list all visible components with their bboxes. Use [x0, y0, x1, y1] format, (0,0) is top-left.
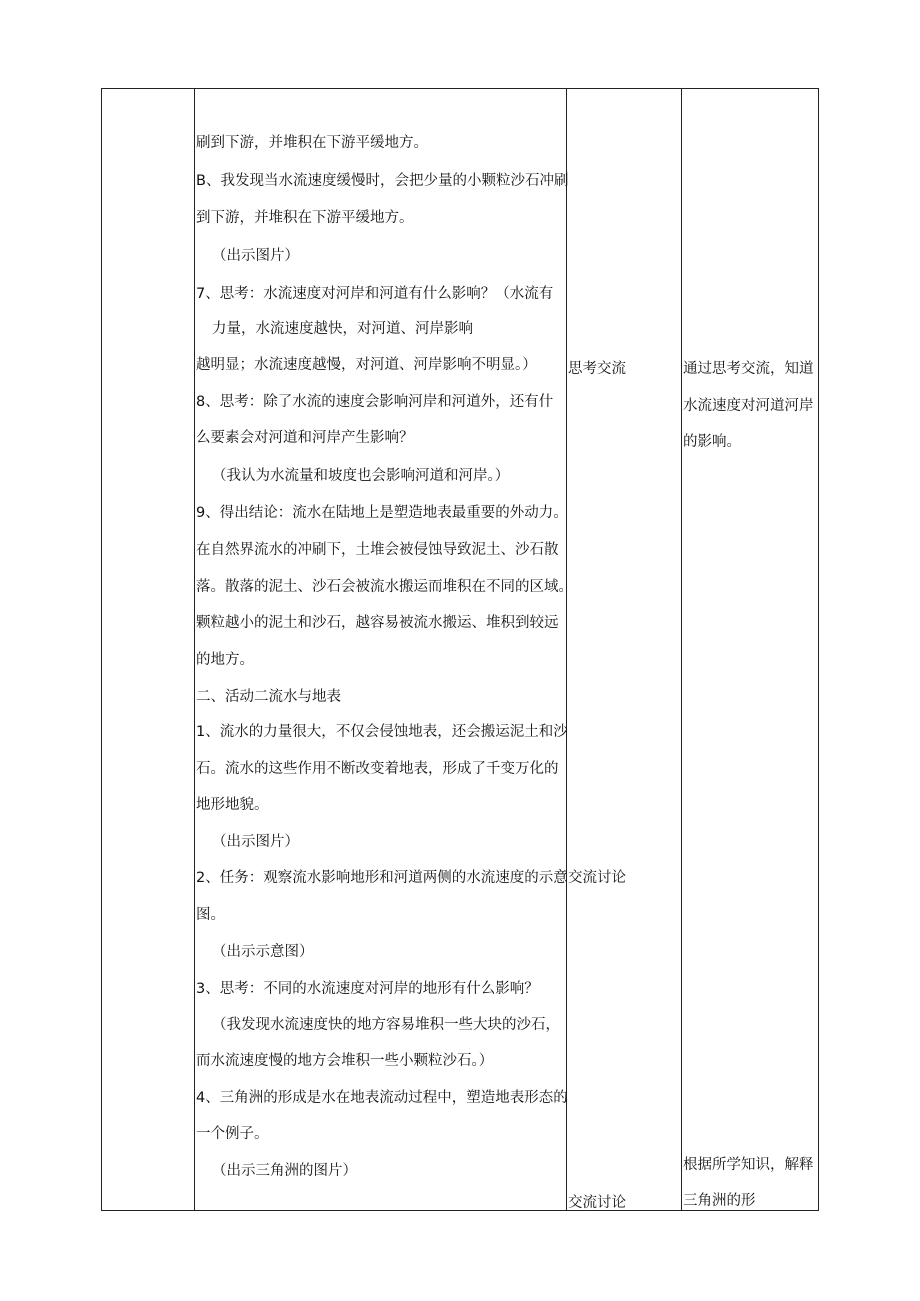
lesson-plan-table [101, 88, 819, 1211]
process-text-line: 4、三角洲的形成是水在地表流动过程中，塑造地表形态的 [196, 1090, 568, 1106]
process-text-line: 颗粒越小的泥土和沙石，越容易被流水搬运、堆积到较远 [196, 615, 559, 631]
process-text-line: （出示图片） [212, 834, 299, 850]
process-text-line: 的地方。 [196, 652, 254, 668]
intent-text-line: 的影响。 [683, 434, 741, 450]
intent-text-line: 通过思考交流，知道 [683, 361, 814, 377]
process-text-line: 落。散落的泥土、沙石会被流水搬运而堆积在不同的区域。 [196, 579, 573, 595]
process-text-line: （出示示意图） [212, 944, 314, 960]
process-text-line: 么要素会对河道和河岸产生影响？ [196, 430, 414, 446]
activity-text: 交流讨论 [568, 1195, 626, 1211]
process-text-line: 越明显；水流速度越慢，对河道、河岸影响不明显。） [196, 357, 537, 373]
process-text-line: 地形地貌。 [196, 797, 269, 813]
process-text-line: 图。 [196, 907, 225, 923]
process-text-line: 一个例子。 [196, 1126, 269, 1142]
process-text-line: 二、活动二流水与地表 [196, 689, 341, 705]
column-divider [681, 89, 682, 1210]
process-text-line: 3、思考：不同的水流速度对河岸的地形有什么影响？ [196, 981, 539, 997]
activity-text: 思考交流 [568, 361, 626, 377]
activity-text: 交流讨论 [568, 870, 626, 886]
column-divider [194, 89, 195, 1210]
process-text-line: 2、任务：观察流水影响地形和河道两侧的水流速度的示意 [196, 870, 568, 886]
process-text-line: 9、得出结论：流水在陆地上是塑造地表最重要的外动力。 [196, 505, 568, 521]
process-text-line: （我认为水流量和坡度也会影响河道和河岸。） [212, 468, 510, 484]
process-text-line: （我发现水流速度快的地方容易堆积一些大块的沙石， [212, 1017, 560, 1033]
process-text-line: 1、流水的力量很大，不仅会侵蚀地表，还会搬运泥土和沙 [196, 724, 568, 740]
process-text-line: 7、思考：水流速度对河岸和河道有什么影响？（水流有 [196, 286, 554, 302]
process-text-line: 石。流水的这些作用不断改变着地表，形成了千变万化的 [196, 761, 559, 777]
process-text-line: 在自然界流水的冲刷下，土堆会被侵蚀导致泥土、沙石散 [196, 542, 559, 558]
intent-text-line: 三角洲的形 [683, 1193, 756, 1209]
intent-text-line: 根据所学知识，解释 [683, 1157, 814, 1173]
process-text-line: 到下游，并堆积在下游平缓地方。 [196, 210, 414, 226]
process-text-line: 刷到下游，并堆积在下游平缓地方。 [196, 135, 428, 151]
process-text-line: 力量，水流速度越快，对河道、河岸影响 [212, 321, 473, 337]
process-text-line: 8、思考：除了水流的速度会影响河岸和河道外，还有什 [196, 394, 554, 410]
process-text-line: （出示三角洲的图片） [212, 1163, 357, 1179]
column-divider [566, 89, 567, 1210]
process-text-line: （出示图片） [212, 248, 299, 264]
process-text-line: 而水流速度慢的地方会堆积一些小颗粒沙石。） [196, 1053, 494, 1069]
intent-text-line: 水流速度对河道河岸 [683, 398, 814, 414]
process-text-line: B、我发现当水流速度缓慢时，会把少量的小颗粒沙石冲刷 [196, 173, 569, 189]
